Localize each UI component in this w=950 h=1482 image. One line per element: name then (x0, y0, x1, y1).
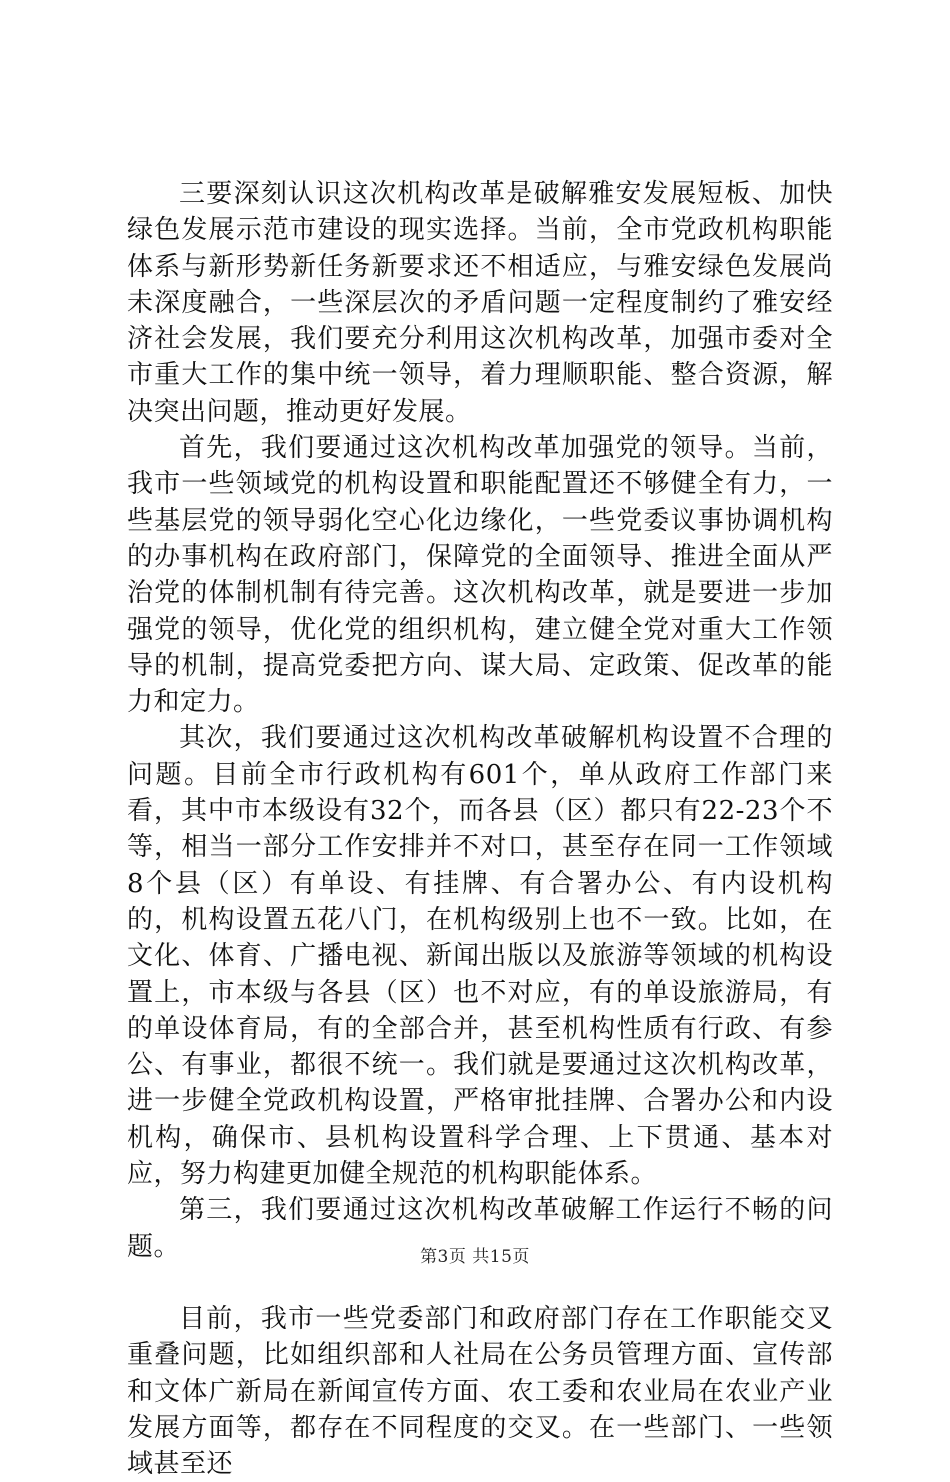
paragraph-party-leadership: 首先，我们要通过这次机构改革加强党的领导。当前，我市一些领域党的机构设置和职能配置还不够健全有力，一些基层党的领导弱化空心化边缘化，一些党委议事协调机构的办事机构在政府部门，保障党的全面领导、推进全面从严治党的体制机制有待完善。这次机构改革，就是要进一步加强党的领导，优化党的组织机构，建立健全党对重大工作领导的机制，提高党委把方向、谋大局、定政策、促改革的能力和定力。 (127, 433, 833, 718)
paragraph-reform-choice: 三要深刻认识这次机构改革是破解雅安发展短板、加快绿色发展示范市建设的现实选择。当前，全市党政机构职能体系与新形势新任务新要求还不相适应，与雅安绿色发展尚未深度融合，一些深层次的矛盾问题一定程度制约了雅安经济社会发展，我们要充分利用这次机构改革，加强市委对全市重大工作的集中统一领导，着力理顺职能、整合资源，解决突出问题，推动更好发展。 (127, 179, 833, 427)
document-body (127, 176, 833, 1482)
paragraph-overlap-issues: 目前，我市一些党委部门和政府部门存在工作职能交叉重叠问题，比如组织部和人社局在公务员管理方面、宣传部和文体广新局在新闻宣传方面、农工委和农业局在农业产业发展方面等，都存在不同程度的交叉。在一些部门、一些领域甚至还 (127, 1303, 833, 1480)
paragraph-institution-setup: 其次，我们要通过这次机构改革破解机构设置不合理的问题。目前全市行政机构有601个，单从政府工作部门来看，其中市本级设有32个，而各县（区）都只有22-23个不等，相当一部分工作安排并不对口，甚至存在同一工作领域8个县（区）有单设、有挂牌、有合署办公、有内设机构的，机构设置五花八门，在机构级别上也不一致。比如，在文化、体育、广播电视、新闻出版以及旅游等领域的机构设置上，市本级与各县（区）也不对应，有的单设旅游局，有的单设体育局，有的全部合并，甚至机构性质有行政、有参公、有事业，都很不统一。我们就是要通过这次机构改革，进一步健全党政机构设置，严格审批挂牌、合署办公和内设机构，确保市、县机构设置科学合理、上下贯通、基本对应，努力构建更加健全规范的机构职能体系。 (127, 723, 833, 1190)
page-number-footer: 第3页 共15页 (420, 1247, 530, 1267)
paragraph-third-point: 第三，我们要通过这次机构改革破解工作运行不畅的问题。 (127, 1195, 833, 1262)
